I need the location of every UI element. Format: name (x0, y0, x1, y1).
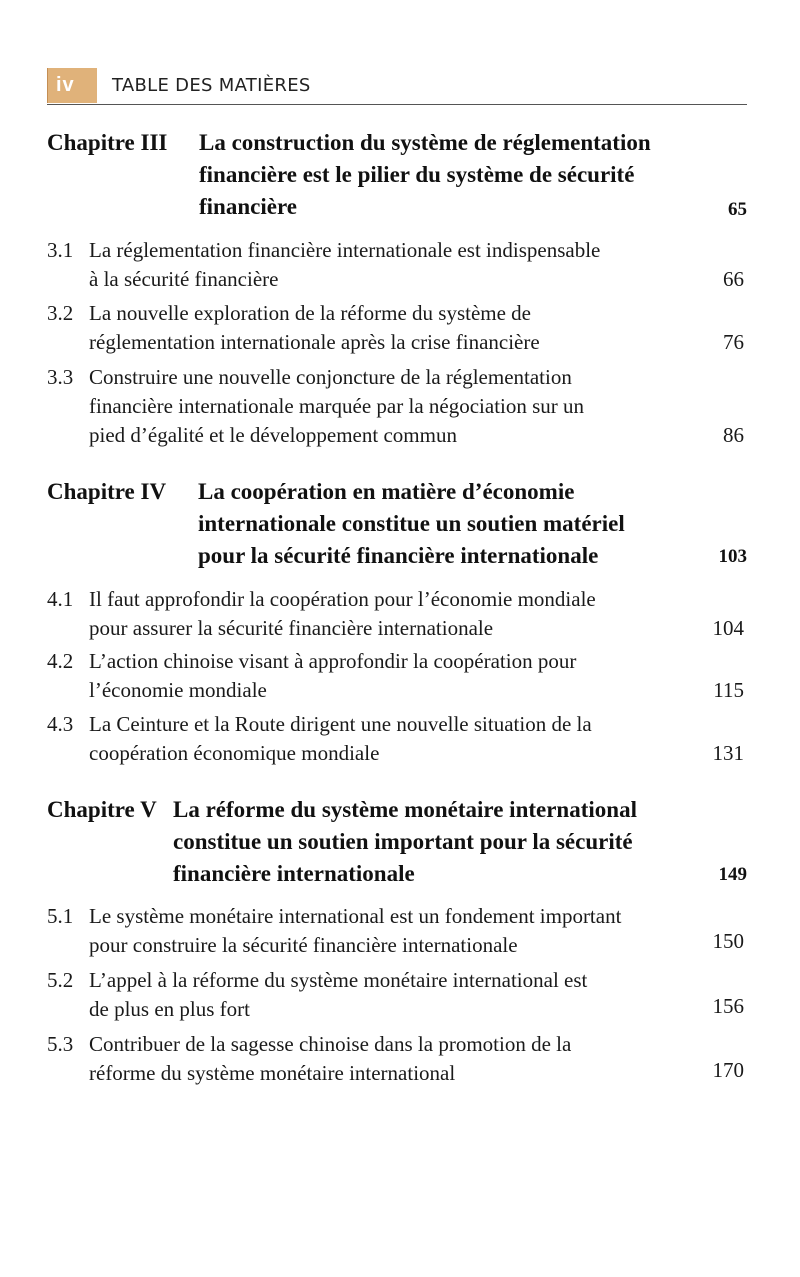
toc-entry-3-1[interactable] (47, 235, 747, 295)
section-number: 3.3 (47, 365, 74, 389)
section-page-number: 86 (723, 423, 744, 447)
toc-entry-5-1[interactable] (47, 901, 747, 961)
toc-entry-5-2[interactable] (47, 965, 747, 1025)
section-title-line: Le système monétaire international est un fondement important (89, 904, 622, 928)
chapter-title-line: constitue un soutien important pour la sécurité (173, 829, 633, 854)
section-number: 5.3 (47, 1032, 74, 1056)
chapter-label: Chapitre IV (47, 479, 167, 504)
section-number: 4.3 (47, 712, 74, 736)
section-page-number: 104 (712, 616, 744, 640)
section-title-line: La Ceinture et la Route dirigent une nouvelle situation de la (89, 712, 592, 736)
chapter-page-number: 149 (718, 864, 747, 885)
section-title-line: Contribuer de la sagesse chinoise dans la promotion de la (89, 1032, 572, 1056)
toc-entry-3-2[interactable] (47, 298, 747, 358)
chapter-title-line: financière internationale (173, 861, 415, 886)
section-title-line: réglementation internationale après la crise financière (89, 330, 540, 354)
section-page-number: 156 (712, 994, 744, 1018)
section-number: 5.2 (47, 968, 74, 992)
section-number: 5.1 (47, 904, 74, 928)
section-title-line: l’économie mondiale (89, 678, 267, 702)
chapter-page-number: 103 (718, 546, 747, 567)
section-title-line: de plus en plus fort (89, 997, 250, 1021)
section-title-line: à la sécurité financière (89, 267, 279, 291)
section-title-line: La réglementation financière internationale est indispensable (89, 238, 601, 262)
section-title-line: L’action chinoise visant à approfondir la coopération pour (89, 649, 577, 673)
section-page-number: 170 (712, 1058, 744, 1082)
chapter-title-line: pour la sécurité financière internationale (198, 543, 599, 568)
chapter-label: Chapitre III (47, 130, 168, 155)
page-number: iv (56, 74, 75, 96)
toc-entry-3-3[interactable] (47, 362, 747, 452)
chapter-title-line: La coopération en matière d’économie (198, 479, 575, 504)
chapter-page-number: 65 (728, 199, 747, 220)
section-page-number: 150 (712, 929, 744, 953)
chapter-heading-5[interactable] (47, 794, 747, 894)
chapter-title-line: La réforme du système monétaire international (173, 797, 637, 822)
chapter-title-line: internationale constitue un soutien matériel (198, 511, 625, 536)
toc-entry-5-3[interactable] (47, 1029, 747, 1089)
section-title-line: pour assurer la sécurité financière internationale (89, 616, 494, 640)
running-header (47, 68, 747, 105)
section-title-line: La nouvelle exploration de la réforme du système de (89, 301, 532, 325)
section-number: 3.1 (47, 238, 74, 262)
section-title-line: Il faut approfondir la coopération pour l’économie mondiale (89, 587, 596, 611)
section-page-number: 76 (723, 330, 744, 354)
section-title-line: pied d’égalité et le développement commun (89, 423, 457, 447)
chapter-label: Chapitre V (47, 797, 157, 822)
section-title-line: financière internationale marquée par la négociation sur un (89, 394, 585, 418)
section-number: 3.2 (47, 301, 74, 325)
chapter-title-line: financière (199, 194, 297, 219)
chapter-title-line: La construction du système de réglementation (199, 130, 651, 155)
section-title-line: L’appel à la réforme du système monétaire international est (89, 968, 588, 992)
chapter-title-line: financière est le pilier du système de sécurité (199, 162, 635, 187)
section-number: 4.2 (47, 649, 74, 673)
section-title-line: réforme du système monétaire international (89, 1061, 456, 1085)
section-title-line: coopération économique mondiale (89, 741, 380, 765)
section-page-number: 66 (723, 267, 744, 291)
page-number-badge (47, 68, 97, 103)
section-page-number: 131 (712, 741, 744, 765)
toc-entry-4-3[interactable] (47, 709, 747, 769)
section-page-number: 115 (713, 678, 744, 702)
section-title-line: Construire une nouvelle conjoncture de la réglementation (89, 365, 572, 389)
toc-entry-4-1[interactable] (47, 584, 747, 644)
chapter-heading-3[interactable] (47, 127, 747, 227)
chapter-heading-4[interactable] (47, 476, 747, 576)
header-title: TABLE DES MATIÈRES (112, 75, 311, 96)
section-number: 4.1 (47, 587, 74, 611)
toc-entry-4-2[interactable] (47, 646, 747, 706)
section-title-line: pour construire la sécurité financière internationale (89, 933, 518, 957)
